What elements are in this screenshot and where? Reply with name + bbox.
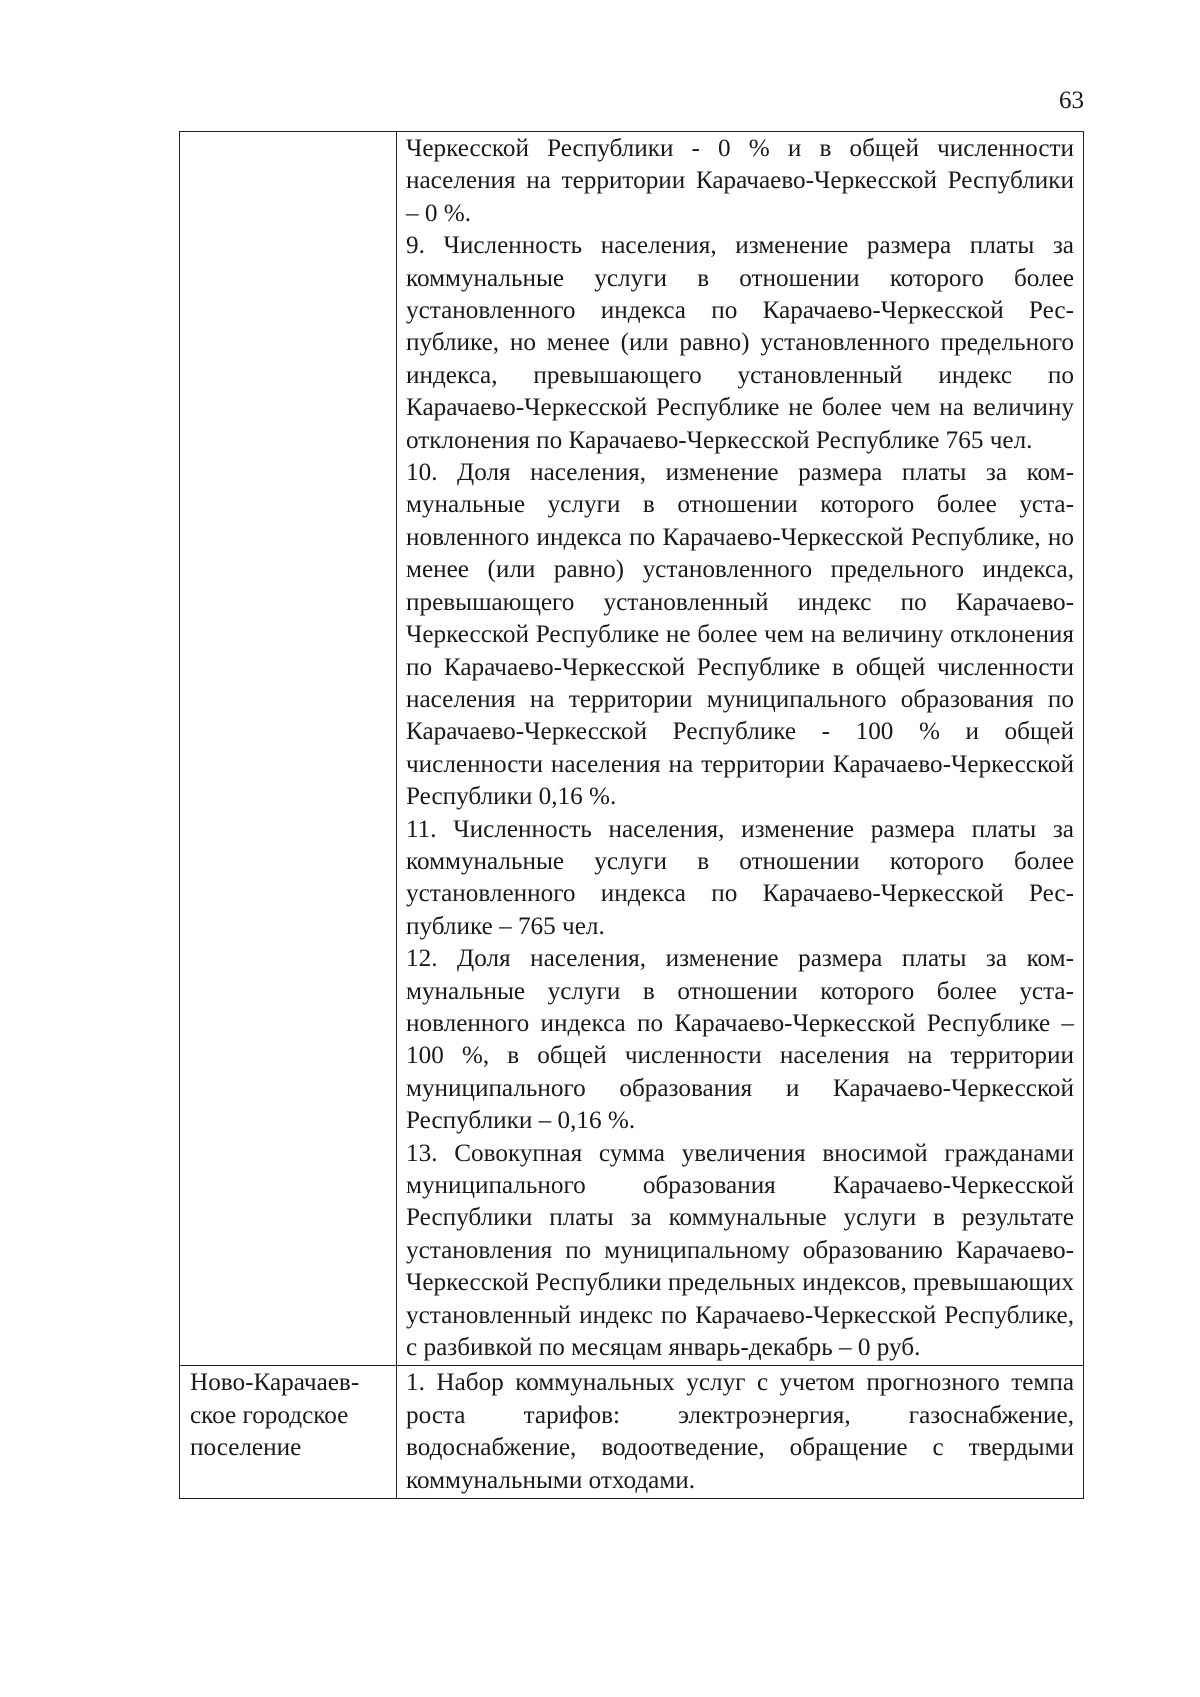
indicator-paragraph: 9. Численность населения, изменение размера платы за коммунальные услуги в отношении которого более установленного индекса по Карачаево-Черкесской Республике, но менее (или равно) установленного предельного индекса, превышающего установленный индекс по Карачаево-Черкесской Республике не более чем на величину отклонения по Карачаево-Черкесской Республике 765 чел. xyxy=(406,232,1074,454)
indicators-cell xyxy=(397,1366,1084,1499)
indicator-paragraph: 11. Численность населения, изменение размера платы за коммунальные услуги в отношении которого более установленного индекса по Карачаево-Черкесской Республике – 765 чел. xyxy=(406,815,1074,940)
indicator-paragraph: 12. Доля населения, изменение размера платы за коммунальные услуги в отношении которого более установленного индекса по Карачаево-Черкесской Республике – 100 %, в общей численности населения на территории муниципального образования и Карачаево-Черкесской Республики – 0,16 %. xyxy=(406,945,1074,1135)
indicators-table xyxy=(179,131,1084,1499)
municipality-cell xyxy=(180,132,397,1366)
page-number: 63 xyxy=(1059,87,1084,114)
indicator-paragraph: Черкесской Республики - 0 % и в общей численности населения на территории Карачаево-Черкесской Республики – 0 %. xyxy=(406,135,1074,227)
table-row xyxy=(180,132,1084,1366)
indicator-paragraph: 1. Набор коммунальных услуг с учетом прогнозного темпа роста тарифов: электроэнергия, газоснабжение, водоснабжение, водоотведение, обращение с твердыми коммунальными отходами. xyxy=(406,1369,1074,1494)
table-row xyxy=(180,1366,1084,1499)
municipality-cell: Ново-Карачаевское городское поселение xyxy=(180,1366,397,1499)
indicator-paragraph: 13. Совокупная сумма увеличения вносимой гражданами муниципального образования Карачаево-Черкесской Республики платы за коммунальные услуги в результате установления по муниципальному образованию Карачаево-Черкесской Республики предельных индексов, превышающих установленный индекс по Карачаево-Черкесской Республике, с разбивкой по месяцам январь-декабрь – 0 руб. xyxy=(406,1139,1074,1362)
indicators-cell xyxy=(397,132,1084,1366)
indicator-paragraph: 10. Доля населения, изменение размера платы за коммунальные услуги в отношении которого более установленного индекса по Карачаево-Черкесской Республике, но менее (или равно) установленного предельного индекса, превышающего установленный индекс по Карачаево-Черкесской Республике не более чем на величину отклонения по Карачаево-Черкесской Республике в общей численности населения на территории муниципального образования по Карачаево-Черкесской Республике - 100 % и общей численности населения на территории Карачаево-Черкесской Республики 0,16 %. xyxy=(406,459,1074,811)
